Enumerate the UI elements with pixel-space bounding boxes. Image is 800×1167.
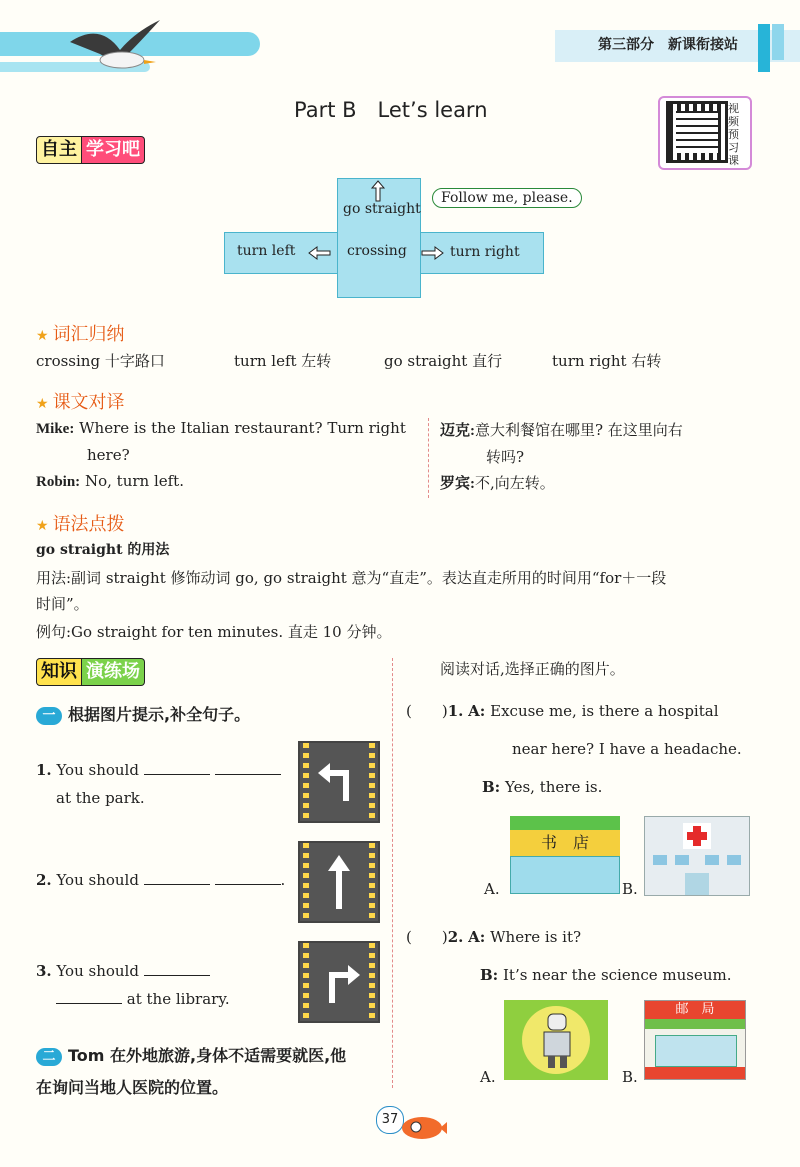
speaker: Robin:: [36, 474, 81, 490]
vocab-item: crossing 十字路口: [36, 352, 165, 370]
diagram-turn-right: turn right: [450, 244, 520, 260]
self-study-tag: [36, 136, 145, 164]
self-study-tag-part2: 学习吧: [82, 136, 145, 164]
turn-right-arrow-icon: [300, 943, 378, 1021]
page-number: 37: [376, 1106, 404, 1134]
question-number: 3.: [36, 962, 52, 980]
robot-icon: [504, 1000, 608, 1080]
vocab-item: turn right 右转: [552, 352, 662, 370]
post-office-sign: 邮 局: [645, 1001, 745, 1019]
star-icon: ★: [36, 396, 49, 412]
fill-question-1: 1. You should at the park.: [36, 756, 281, 812]
vocab-item: go straight 直行: [384, 352, 503, 370]
grammar-subtitle: go straight 的用法: [36, 542, 170, 558]
speaker: Mike:: [36, 421, 75, 437]
answer-blank[interactable]: [215, 760, 281, 775]
road-sign-turn-right: [298, 941, 380, 1023]
grammar-heading: ★ 语法点拨: [36, 514, 125, 535]
answer-blank[interactable]: [144, 870, 210, 885]
dialogue-zh: [440, 417, 770, 497]
fill-question-2: 2. You should .: [36, 871, 286, 889]
reading-question-1: ( )1. A: Excuse me, is there a hospital near here? I have a headache. B: Yes, there is.: [406, 702, 742, 796]
answer-blank[interactable]: [56, 989, 122, 1004]
speech-bubble: Follow me, please.: [432, 188, 582, 208]
red-cross-icon: [645, 817, 749, 895]
dialogue-line: Where is the Italian restaurant? Turn right: [79, 419, 406, 437]
section-number: 一: [36, 707, 62, 725]
option-b-label: B.: [622, 880, 638, 898]
answer-paren[interactable]: ( ): [406, 702, 448, 720]
diagram-go-straight: go straight: [343, 201, 421, 217]
vocab-item: turn left 左转: [234, 352, 332, 370]
bookstore-sign: 书 店: [510, 830, 620, 856]
dialogue-line: here?: [87, 446, 130, 464]
section-number: 二: [36, 1048, 62, 1066]
hospital-picture[interactable]: [644, 816, 750, 896]
arrow-left-icon: [308, 245, 332, 261]
header-accent: [758, 24, 770, 72]
diagram-crossing: crossing: [347, 243, 407, 259]
practice-tag: [36, 658, 145, 686]
arrow-right-icon: [420, 245, 444, 261]
section1-heading: 一 根据图片提示,补全句子。: [36, 702, 250, 725]
road-sign-go-straight: [298, 841, 380, 923]
dialogue-line: 转吗?: [486, 448, 525, 466]
road-sign-turn-left: [298, 741, 380, 823]
star-icon: ★: [36, 518, 49, 534]
seagull-illustration: [60, 12, 170, 82]
practice-tag-part1: 知识: [36, 658, 82, 686]
dialogue-line: 不,向左转。: [475, 474, 555, 492]
practice-tag-part2: 演练场: [82, 658, 145, 686]
post-office-picture[interactable]: [644, 1000, 746, 1080]
grammar-usage-line: 时间”。: [36, 595, 89, 613]
translation-heading: ★ 课文对译: [36, 392, 125, 413]
dialogue-line: 意大利餐馆在哪里? 在这里向右: [475, 421, 683, 439]
submarine-icon: [398, 1110, 448, 1142]
answer-paren[interactable]: ( ): [406, 928, 448, 946]
self-study-tag-part1: 自主: [36, 136, 82, 164]
diagram-turn-left: turn left: [237, 243, 296, 259]
option-b-label: B.: [622, 1068, 638, 1086]
go-straight-arrow-icon: [300, 843, 378, 921]
column-divider: [392, 658, 393, 1088]
reading-instruction: 阅读对话,选择正确的图片。: [440, 660, 625, 678]
option-a-label: A.: [484, 880, 500, 898]
robot-museum-picture[interactable]: [504, 1000, 608, 1080]
answer-blank[interactable]: [144, 760, 210, 775]
question-number: 2.: [36, 871, 52, 889]
page-title: Part B Let’s learn: [294, 98, 488, 122]
option-a-label: A.: [480, 1068, 496, 1086]
answer-blank[interactable]: [144, 961, 210, 976]
section2-heading: 二 Tom 在外地旅游,身体不适需要就医,他 在询问当地人医院的位置。: [36, 1046, 347, 1097]
turn-left-arrow-icon: [300, 743, 378, 821]
grammar-usage-line: 用法:副词 straight 修饰动词 go, go straight 意为“直走”。表达直走所用的时间用“for＋一段: [36, 569, 667, 587]
header-section-title: 第三部分 新课衔接站: [598, 37, 738, 53]
vocab-heading: ★ 词汇归纳: [36, 324, 125, 345]
header-accent: [772, 24, 784, 60]
reading-question-2: ( )2. A: Where is it? B: It’s near the science museum.: [406, 928, 732, 984]
dialogue-en: [36, 415, 416, 495]
dialogue-divider: [428, 418, 429, 498]
speaker: 迈克:: [440, 423, 475, 439]
star-icon: ★: [36, 328, 49, 344]
speaker: 罗宾:: [440, 476, 475, 492]
dialogue-line: No, turn left.: [84, 472, 184, 490]
qr-label: 视频预习课: [728, 102, 739, 167]
grammar-example: 例句:Go straight for ten minutes. 直走 10 分钟。: [36, 623, 392, 641]
fill-question-3: 3. You should at the library.: [36, 962, 230, 1008]
answer-blank[interactable]: [215, 870, 281, 885]
bookstore-picture[interactable]: [510, 816, 620, 894]
qr-code-icon[interactable]: [666, 101, 728, 163]
question-number: 1.: [36, 761, 52, 779]
arrow-up-icon: [370, 180, 386, 202]
